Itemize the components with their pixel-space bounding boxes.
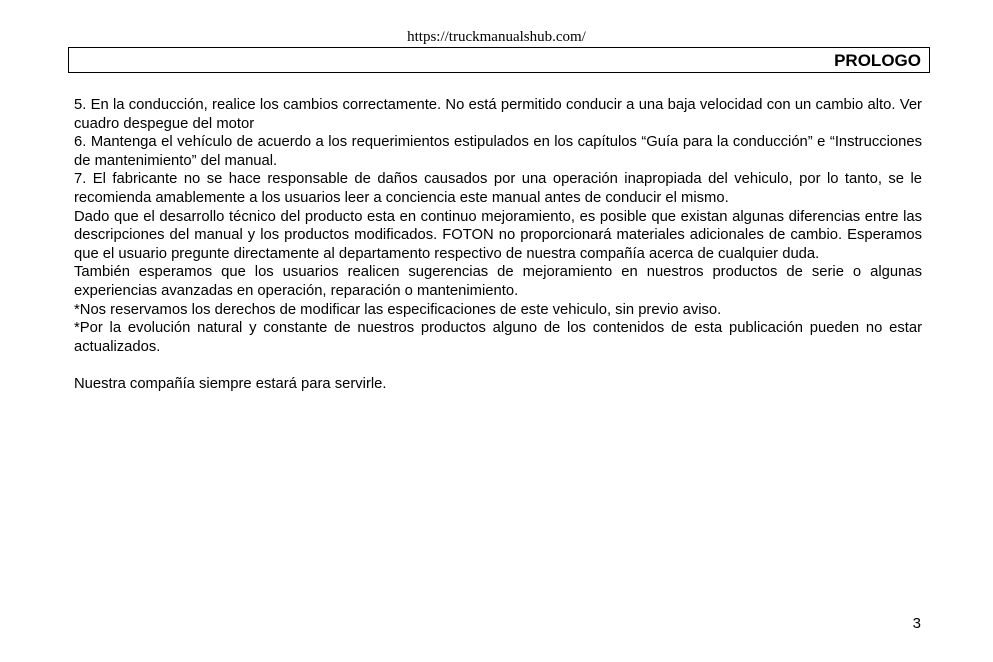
section-title: PROLOGO xyxy=(834,51,921,70)
page-number: 3 xyxy=(912,615,921,632)
paragraph-closing: Nuestra compañía siempre estará para servirle. xyxy=(74,375,387,392)
source-url[interactable]: https://truckmanualshub.com/ xyxy=(407,29,586,45)
document-body xyxy=(74,96,922,394)
paragraph-suggestions: También esperamos que los usuarios realicen sugerencias de mejoramiento en nuestros productos de serie o algunas experiencias avanzadas en operación, reparación o mantenimiento. xyxy=(74,264,922,299)
paragraph-technical-development: Dado que el desarrollo técnico del producto esta en continuo mejoramiento, es posible que existan algunas diferencias entre las descripciones del manual y los productos modificados. FOTON no proporcionará materiales adicionales de cambio. Esperamos que el usuario pregunte directamente al departamento respectivo de nuestra compañía acerca de cualquier duda. xyxy=(74,208,922,262)
section-header-box xyxy=(68,47,930,73)
paragraph-rights-reserved: *Nos reservamos los derechos de modificar las especificaciones de este vehiculo, sin previo aviso. xyxy=(74,301,722,318)
paragraph-item-5: 5. En la conducción, realice los cambios correctamente. No está permitido conducir a una baja velocidad con un cambio alto. Ver cuadro despegue del motor xyxy=(74,97,922,132)
paragraph-item-7: 7. El fabricante no se hace responsable de daños causados por una operación inapropiada del vehiculo, por lo tanto, se le recomienda amablemente a los usuarios leer a conciencia este manual antes de conducir el mismo. xyxy=(74,171,922,206)
paragraph-evolution-notice: *Por la evolución natural y constante de nuestros productos alguno de los contenidos de esta publicación pueden no estar actualizados. xyxy=(74,320,922,355)
paragraph-item-6: 6. Mantenga el vehículo de acuerdo a los requerimientos estipulados en los capítulos “Guía para la conducción” e “Instrucciones de mantenimiento” del manual. xyxy=(74,134,922,169)
